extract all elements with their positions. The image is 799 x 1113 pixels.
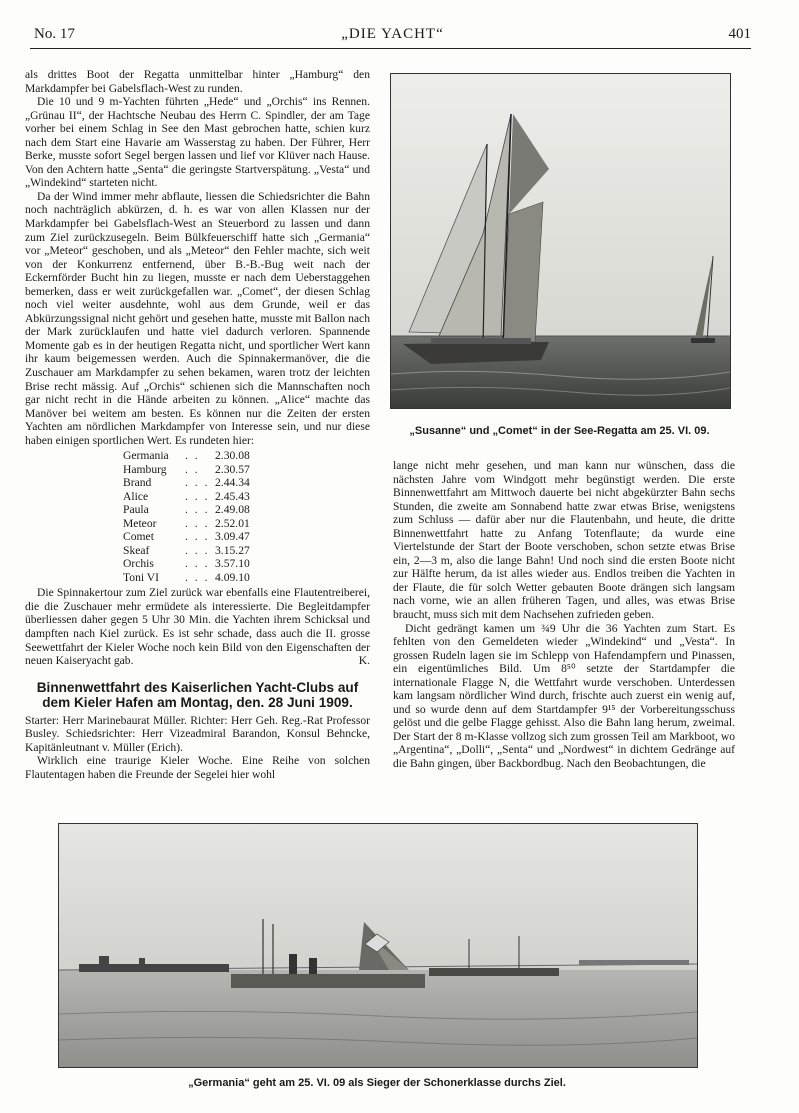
page-number: 401	[728, 26, 751, 42]
author-signature: K.	[358, 654, 370, 668]
results-row: Brand . . . 2.44.34	[123, 476, 250, 490]
results-row: Toni VI . . . 4.09.10	[123, 570, 250, 584]
officials-line: Starter: Herr Marinebaurat Müller. Richter: Herr Geh. Reg.-Rat Professor Busley. Schiedsrichter: Herr Vizeadmiral Barandon, Konsul Behncke, Kapitänleutnant v. Müller (Erich).	[25, 713, 370, 754]
left-column	[25, 68, 370, 781]
paragraph: lange nicht mehr gesehen, und man kann nur wünschen, dass die nächsten Jahre vom Windgott mehr begünstigt werden. Die erste Binnenwettfahrt am Mittwoch dauerte bei nicht abgekürzter Bahn sechs Stunden, die zweite am Sonnabend hatte zwar etwas Brise, wenigstens zum Schluss — dafür aber nur die Flautenbahn, und heute, die dritte Binnenwettfahrt hatte zu Anfang Totenflaute; da wurde eine Viertelstunde der Start der Boote verschoben, schon setzte etwas Brise ein, 2—3 m, also die lange Bahn! Und noch sind die ersten Boote nicht zur Hälfte herum, da ist alles wieder aus. Endlos treiben die Yachten in der Flaute, die für solch Wetter gebauten Boote drängen sich langsam nach vorne, wie an allen früheren Tagen, und alles, was etwas Brise braucht, muss sich mit dem Nachsehen zufrieden geben.	[393, 459, 735, 622]
photo-germania-finish	[58, 823, 698, 1068]
paragraph: Da der Wind immer mehr abflaute, liessen die Schiedsrichter die Bahn noch nachträglich abkürzen, d. h. es war von allen Klassen nur der Markdampfer bei Gabelsflach-West an Steuerbord zu lassen und dann zum Ziel zurückzusegeln. Beim Bülkfeuerschiff hatte sich „Germania“ vor „Meteor“ geschoben, und als „Meteor“ den Fehler machte, sich weit von der Konkurrenz entfernend, über B.-B.-Bug weit nach der Eckernförder Bucht hin zu liegen, musste er nach dem Ueberstaggehen bemerken, dass er weit zurückgefallen war. „Comet“, der diesen Schlag noch viel weiter ausdehnte, wohl aus dem Grunde, weil er das Abkürzungssignal nicht gehört und gesehen hatte, musste mit Ballon nach der Mark zurücklaufen und hatte viel dadurch verloren. Spannende Momente gab es in der heutigen Regatta nicht, und sportlicher Wert kann ihr kaum beigemessen werden. Auch die Spinnakermanöver, die die Zuschauer am Markdampfer zu sehen bekamen, waren trotz der leichten Brise recht mässig. Auf „Orchis“ schienen sich die Mannschaften noch gar nicht recht in die Hände arbeiten zu können. „Alice“ machte das Manöver bei weitem am besten. Es können nur die Zeiten der ersten Yachten am nördlichen Markdampfer von Interesse sein, und nur diese haben einigen sportlichen Wert. Es rundeten hier:	[25, 189, 370, 447]
photo-susanne-comet	[390, 73, 731, 409]
results-row: Hamburg . . 2.30.57	[123, 462, 250, 476]
right-column	[393, 459, 735, 771]
results-row: Skeaf . . . 3.15.27	[123, 543, 250, 557]
section-title: Binnenwettfahrt des Kaiserlichen Yacht-Clubs auf dem Kieler Hafen am Montag, den. 28 Juni 1909.	[36, 679, 359, 711]
results-row: Germania . . 2.30.08	[123, 449, 250, 463]
results-row: Alice . . . 2.45.43	[123, 489, 250, 503]
header-rule	[30, 48, 751, 49]
paragraph: Die Spinnakertour zum Ziel zurück war ebenfalls eine Flautentreiberei, die die Zuschauer mehr ermüdete als interessierte. Die Begleitdampfer überliessen daher gegen 5 Uhr 30 Min. die Yachten ihrem Schicksal und dampften nach Kiel zurück. Es ist sehr schade, dass auch die II. grosse Seewettfahrt der Kieler Woche noch kein Bild von den Eigenschaften der neuen Kaiseryacht gab. K.	[25, 586, 370, 668]
magazine-title: „DIE YACHT“	[341, 26, 444, 42]
page-header	[34, 24, 751, 46]
sailboat-photo-graphic	[391, 74, 730, 408]
results-row: Orchis . . . 3.57.10	[123, 557, 250, 571]
issue-number: No. 17	[34, 26, 75, 42]
paragraph: Wirklich eine traurige Kieler Woche. Eine Reihe von solchen Flautentagen haben die Freunde der Segelei hier wohl	[25, 754, 370, 781]
results-row: Comet . . . 3.09.47	[123, 530, 250, 544]
photo-caption-1: „Susanne“ und „Comet“ in der See-Regatta am 25. VI. 09.	[409, 425, 710, 437]
photo-caption-2: „Germania“ geht am 25. VI. 09 als Sieger der Schonerklasse durchs Ziel.	[188, 1077, 566, 1089]
results-row: Meteor . . . 2.52.01	[123, 516, 250, 530]
paragraph: Dicht gedrängt kamen um ¾9 Uhr die 36 Yachten zum Start. Es fehlten von den Gemeldeten wieder „Windekind“ und „Vesta“. In grossen Rudeln lagen sie im Schlepp von Hafendampfern und Pinassen, ein eigentümliches Bild. Um 8⁵⁰ setzte der Startdampfer die internationale Flagge N, die Wettfahrt wurde verschoben. Unterdessen kam langsam nördlicher Wind durch, frischte auch zuerst ein wenig auf, und so wurde denn auf dem Startdampfer 9¹⁵ der Vorbereitungsschuss gelöst und die gelbe Flagge gehisst. Also die Bahn lang herum, zweimal. Der Start der 8 m-Klasse vollzog sich zum grossen Teil am Markboot, wo „Argentina“, „Dolli“, „Senta“ und „Nordwest“ in dichtem Gedränge auf die Bahn gingen, über Backbordbug. Nach den Beobachtungen, die	[393, 621, 735, 771]
paragraph: als drittes Boot der Regatta unmittelbar hinter „Hamburg“ den Markdampfer bei Gabelsflach-West zu runden.	[25, 68, 370, 95]
results-table	[123, 449, 370, 584]
results-row: Paula . . . 2.49.08	[123, 503, 250, 517]
harbor-photo-graphic	[59, 824, 697, 1067]
paragraph: Die 10 und 9 m-Yachten führten „Hede“ und „Orchis“ ins Rennen. „Grünau II“, der Hachtsche Neubau des Herrn C. Spindler, der am Tage vorher bei einem Schlag in See den Mast gebrochen hatte, schien kurz nach dem Start eine Havarie am Wasserstag zu haben. Der Führer, Herr Berke, musste sofort Segel bergen lassen und lief vor Klüver nach Hause. Von den Achtern hatte „Senta“ die geringste Startverspätung. „Vesta“ und „Windekind“ starteten nicht.	[25, 95, 370, 190]
